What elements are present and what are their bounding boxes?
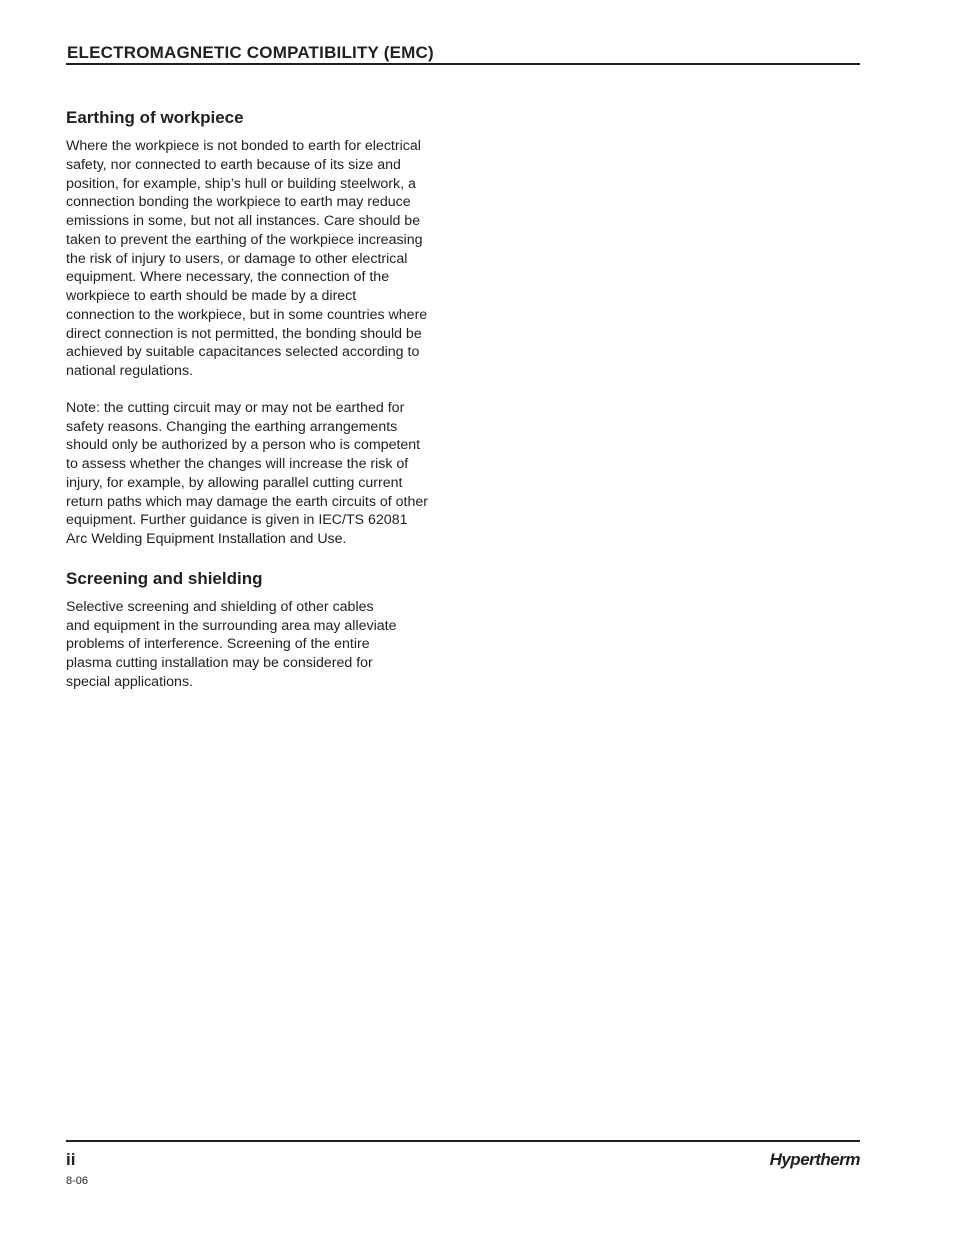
- text-line: position, for example, ship’s hull or building steelwork, a: [66, 175, 416, 192]
- text-line: the risk of injury to users, or damage to other electrical: [66, 250, 408, 267]
- text-line: Note: the cutting circuit may or may not be earthed for: [66, 399, 405, 416]
- text-line: taken to prevent the earthing of the workpiece increasing: [66, 231, 423, 248]
- text-line: equipment. Where necessary, the connection of the: [66, 269, 390, 286]
- section-heading-earthing: Earthing of workpiece: [66, 108, 244, 127]
- paragraph-earthing-1: [66, 137, 458, 381]
- text-line: safety reasons. Changing the earthing arrangements: [66, 418, 398, 435]
- text-line: to assess whether the changes will increase the risk of: [66, 456, 409, 472]
- text-line: emissions in some, but not all instances. Care should be: [66, 213, 421, 229]
- footer-divider: [66, 1140, 860, 1142]
- document-body: [66, 107, 458, 692]
- header-divider: [66, 63, 860, 65]
- text-line: should only be authorized by a person who is competent: [66, 437, 421, 454]
- text-line: direct connection is not permitted, the bonding should be: [66, 325, 422, 342]
- paragraph-earthing-note: [66, 399, 458, 549]
- text-line: connection bonding the workpiece to earth may reduce: [66, 194, 411, 211]
- text-line: equipment. Further guidance is given in IEC/TS 62081: [66, 512, 408, 529]
- text-line: workpiece to earth should be made by a direct: [66, 288, 357, 304]
- text-line: connection to the workpiece, but in some countries where: [66, 306, 428, 323]
- paragraph-screening: [66, 598, 458, 692]
- text-line: Where the workpiece is not bonded to earth for electrical: [66, 138, 421, 154]
- brand-logo: Hypertherm: [769, 1150, 860, 1169]
- text-line: achieved by suitable capacitances selected according to: [66, 344, 420, 361]
- text-line: plasma cutting installation may be considered for: [66, 655, 373, 671]
- section-heading-screening: Screening and shielding: [66, 568, 263, 588]
- text-line: problems of interference. Screening of the entire: [66, 636, 370, 653]
- revision-date: 8-06: [66, 1175, 89, 1187]
- text-line: national regulations.: [66, 363, 193, 379]
- text-line: and equipment in the surrounding area may alleviate: [66, 617, 397, 634]
- page-header-title: ELECTROMAGNETIC COMPATIBILITY (EMC): [67, 43, 434, 62]
- text-line: safety, nor connected to earth because of its size and: [66, 156, 401, 173]
- text-line: Arc Welding Equipment Installation and Use.: [66, 531, 347, 547]
- text-line: Selective screening and shielding of other cables: [66, 598, 374, 615]
- text-line: return paths which may damage the earth circuits of other: [66, 493, 428, 510]
- text-line: injury, for example, by allowing parallel cutting current: [66, 474, 403, 491]
- page-number: ii: [66, 1150, 76, 1169]
- text-line: special applications.: [66, 673, 193, 690]
